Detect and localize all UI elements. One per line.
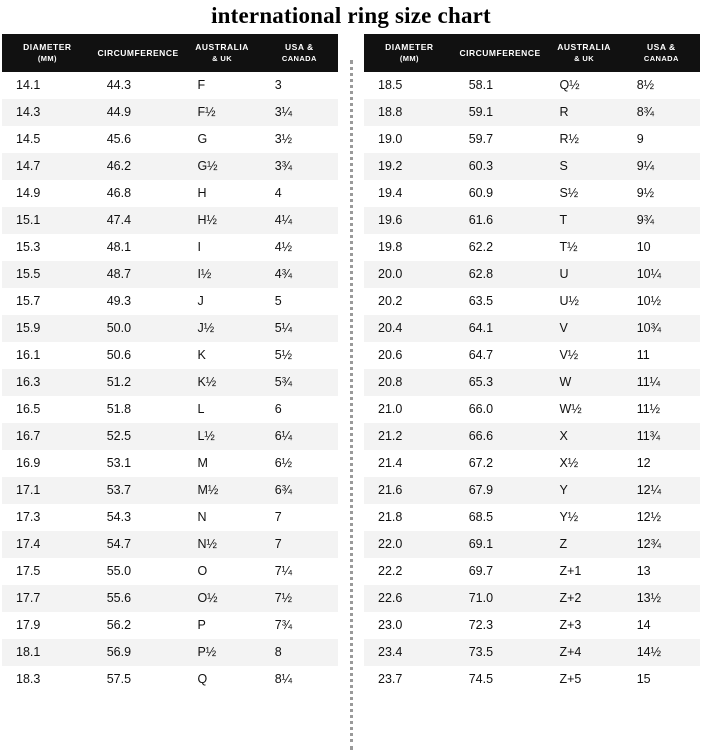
table-row xyxy=(2,126,338,153)
table-cell: G½ xyxy=(197,159,218,173)
table-cell: 21.8 xyxy=(378,510,403,524)
table-row xyxy=(2,639,338,666)
table-cell: R½ xyxy=(559,132,579,146)
table-cell: 64.1 xyxy=(468,321,494,335)
table-cell: 47.4 xyxy=(106,213,132,227)
table-cell: 15.1 xyxy=(16,213,41,227)
vertical-dotted-divider xyxy=(344,34,358,750)
table-cell: 51.2 xyxy=(106,375,132,389)
table-cell: 46.8 xyxy=(106,186,132,200)
table-row xyxy=(364,477,700,504)
table-cell: 62.8 xyxy=(468,267,494,281)
table-cell: L xyxy=(197,402,205,416)
table-cell: 5¾ xyxy=(274,375,293,389)
right-table-head xyxy=(364,34,700,72)
table-cell: 48.1 xyxy=(106,240,132,254)
table-row xyxy=(2,315,338,342)
table-cell: 22.2 xyxy=(378,564,403,578)
table-row xyxy=(364,153,700,180)
table-cell: 10½ xyxy=(636,294,662,308)
table-cell: 12¼ xyxy=(636,483,662,497)
table-cell: 18.5 xyxy=(378,78,403,92)
table-cell: 14.7 xyxy=(16,159,41,173)
table-cell: N½ xyxy=(197,537,217,551)
table-cell: 71.0 xyxy=(468,591,494,605)
table-row xyxy=(2,477,338,504)
table-cell: M½ xyxy=(197,483,219,497)
table-cell: T½ xyxy=(559,240,578,254)
table-cell: 8¾ xyxy=(636,105,655,119)
table-cell: L½ xyxy=(197,429,215,443)
table-row xyxy=(2,99,338,126)
table-cell: J½ xyxy=(197,321,215,335)
table-cell: I xyxy=(197,240,201,254)
table-cell: 60.9 xyxy=(468,186,494,200)
table-cell: 20.4 xyxy=(378,321,403,335)
table-cell: 13½ xyxy=(636,591,662,605)
table-cell: N xyxy=(197,510,207,524)
page-title: international ring size chart xyxy=(211,3,491,28)
table-row xyxy=(2,450,338,477)
table-cell: 54.7 xyxy=(106,537,132,551)
table-cell: 14.9 xyxy=(16,186,41,200)
right-table-wrap xyxy=(364,34,700,693)
table-cell: P½ xyxy=(197,645,217,659)
table-cell: 18.1 xyxy=(16,645,41,659)
column-header-sub: (MM) xyxy=(37,54,57,63)
column-header-diameter xyxy=(2,34,93,72)
table-cell: 55.6 xyxy=(106,591,132,605)
table-row xyxy=(364,72,700,99)
table-row xyxy=(2,612,338,639)
table-row xyxy=(2,234,338,261)
table-cell: 21.2 xyxy=(378,429,403,443)
tables-container xyxy=(0,34,702,750)
table-row xyxy=(2,261,338,288)
table-cell: K½ xyxy=(197,375,217,389)
table-cell: Y xyxy=(559,483,568,497)
table-cell: Z+1 xyxy=(559,564,582,578)
table-row xyxy=(2,288,338,315)
table-cell: 12 xyxy=(636,456,651,470)
table-cell: 15.9 xyxy=(16,321,41,335)
table-cell: 3 xyxy=(274,78,282,92)
header-row xyxy=(2,34,338,72)
table-cell: 67.9 xyxy=(468,483,494,497)
table-cell: 20.8 xyxy=(378,375,403,389)
table-cell: 7½ xyxy=(274,591,293,605)
table-cell: 9¼ xyxy=(636,159,655,173)
table-row xyxy=(364,504,700,531)
table-cell: J xyxy=(197,294,204,308)
table-cell: 44.3 xyxy=(106,78,132,92)
table-cell: 6 xyxy=(274,402,282,416)
table-cell: 8½ xyxy=(636,78,655,92)
column-header-label: AUSTRALIA xyxy=(557,42,611,52)
table-cell: U xyxy=(559,267,569,281)
table-row xyxy=(2,396,338,423)
table-cell: X xyxy=(559,429,568,443)
table-cell: 14.1 xyxy=(16,78,41,92)
table-cell: 49.3 xyxy=(106,294,132,308)
table-row xyxy=(364,288,700,315)
table-cell: Y½ xyxy=(559,510,579,524)
column-header-circumference xyxy=(455,34,546,72)
table-cell: 74.5 xyxy=(468,672,494,686)
column-header-label: AUSTRALIA xyxy=(195,42,249,52)
table-cell: 15.7 xyxy=(16,294,41,308)
table-cell: 4½ xyxy=(274,240,293,254)
table-cell: 11¼ xyxy=(636,375,661,389)
table-cell: M xyxy=(197,456,208,470)
table-cell: R xyxy=(559,105,569,119)
table-cell: 63.5 xyxy=(468,294,494,308)
table-cell: 15.5 xyxy=(16,267,41,281)
column-header-label: DIAMETER xyxy=(385,42,434,52)
table-row xyxy=(2,369,338,396)
table-cell: 19.0 xyxy=(378,132,403,146)
column-header-label: USA & xyxy=(285,42,314,52)
table-row xyxy=(364,180,700,207)
table-cell: 53.1 xyxy=(106,456,132,470)
table-cell: 21.6 xyxy=(378,483,403,497)
table-cell: 22.0 xyxy=(378,537,403,551)
table-cell: P xyxy=(197,618,206,632)
column-header-usa-canada xyxy=(261,34,338,72)
table-cell: F½ xyxy=(197,105,216,119)
table-cell: 52.5 xyxy=(106,429,132,443)
table-row xyxy=(364,531,700,558)
table-cell: 20.2 xyxy=(378,294,403,308)
table-cell: 6½ xyxy=(274,456,293,470)
table-cell: 14½ xyxy=(636,645,662,659)
table-cell: 66.0 xyxy=(468,402,494,416)
table-cell: 73.5 xyxy=(468,645,494,659)
table-cell: 53.7 xyxy=(106,483,132,497)
table-cell: 20.0 xyxy=(378,267,403,281)
left-size-table xyxy=(2,34,338,693)
table-cell: 66.6 xyxy=(468,429,494,443)
table-cell: 18.8 xyxy=(378,105,403,119)
table-cell: 10¾ xyxy=(636,321,662,335)
table-row xyxy=(364,315,700,342)
table-cell: 17.1 xyxy=(16,483,41,497)
table-cell: 5½ xyxy=(274,348,293,362)
table-cell: 21.0 xyxy=(378,402,403,416)
column-header-diameter xyxy=(364,34,455,72)
table-cell: 17.9 xyxy=(16,618,41,632)
table-cell: 15 xyxy=(636,672,651,686)
table-cell: 17.3 xyxy=(16,510,41,524)
table-cell: V xyxy=(559,321,568,335)
table-row xyxy=(364,450,700,477)
table-cell: 50.6 xyxy=(106,348,132,362)
table-cell: 69.1 xyxy=(468,537,494,551)
table-cell: G xyxy=(197,132,208,146)
table-cell: 16.9 xyxy=(16,456,41,470)
column-header-label: CIRCUMFERENCE xyxy=(97,47,179,58)
table-cell: 17.7 xyxy=(16,591,41,605)
table-cell: 48.7 xyxy=(106,267,132,281)
table-cell: 46.2 xyxy=(106,159,132,173)
table-row xyxy=(2,153,338,180)
table-cell: 12¾ xyxy=(636,537,662,551)
header-row xyxy=(364,34,700,72)
table-cell: 16.7 xyxy=(16,429,41,443)
table-cell: K xyxy=(197,348,206,362)
left-table-body xyxy=(2,72,338,693)
table-cell: S½ xyxy=(559,186,579,200)
table-cell: 23.0 xyxy=(378,618,403,632)
table-cell: 72.3 xyxy=(468,618,494,632)
table-cell: 59.7 xyxy=(468,132,494,146)
table-row xyxy=(2,531,338,558)
table-cell: F xyxy=(197,78,206,92)
table-cell: Z+3 xyxy=(559,618,582,632)
table-cell: 11½ xyxy=(636,402,661,416)
left-table-head xyxy=(2,34,338,72)
column-header-label: USA & xyxy=(647,42,676,52)
table-cell: 5¼ xyxy=(274,321,293,335)
table-cell: 14.3 xyxy=(16,105,41,119)
table-cell: Q xyxy=(197,672,208,686)
column-header-sub: CANADA xyxy=(643,54,679,63)
table-cell: 14 xyxy=(636,618,651,632)
column-header-australia-uk xyxy=(545,34,622,72)
table-row xyxy=(364,207,700,234)
table-cell: T xyxy=(559,213,568,227)
table-cell: 17.4 xyxy=(16,537,41,551)
table-cell: 15.3 xyxy=(16,240,41,254)
table-cell: 69.7 xyxy=(468,564,494,578)
table-row xyxy=(2,558,338,585)
column-header-australia-uk xyxy=(183,34,260,72)
left-table-wrap xyxy=(2,34,338,693)
table-cell: 68.5 xyxy=(468,510,494,524)
table-row xyxy=(364,585,700,612)
table-cell: 7¾ xyxy=(274,618,293,632)
column-header-usa-canada xyxy=(623,34,700,72)
table-cell: 62.2 xyxy=(468,240,494,254)
table-cell: 51.8 xyxy=(106,402,132,416)
table-cell: 16.5 xyxy=(16,402,41,416)
column-header-circumference xyxy=(93,34,184,72)
table-row xyxy=(364,369,700,396)
table-cell: 19.4 xyxy=(378,186,403,200)
table-cell: 55.0 xyxy=(106,564,132,578)
table-cell: W½ xyxy=(559,402,582,416)
table-cell: 19.2 xyxy=(378,159,403,173)
table-cell: 4 xyxy=(274,186,282,200)
table-cell: 59.1 xyxy=(468,105,494,119)
table-cell: Z xyxy=(559,537,568,551)
table-cell: 6¾ xyxy=(274,483,293,497)
divider-dots xyxy=(350,60,353,750)
table-cell: 12½ xyxy=(636,510,662,524)
table-cell: O½ xyxy=(197,591,218,605)
table-row xyxy=(364,666,700,693)
table-cell: 11¾ xyxy=(636,429,661,443)
table-cell: 8¼ xyxy=(274,672,293,686)
table-row xyxy=(364,639,700,666)
table-cell: X½ xyxy=(559,456,579,470)
table-cell: 44.9 xyxy=(106,105,132,119)
table-cell: W xyxy=(559,375,572,389)
table-cell: 60.3 xyxy=(468,159,494,173)
column-header-label: DIAMETER xyxy=(23,42,72,52)
table-cell: 61.6 xyxy=(468,213,494,227)
table-row xyxy=(2,207,338,234)
table-cell: 9 xyxy=(636,132,644,146)
table-row xyxy=(364,261,700,288)
table-cell: 50.0 xyxy=(106,321,132,335)
table-cell: 21.4 xyxy=(378,456,403,470)
table-row xyxy=(2,504,338,531)
table-cell: 3¾ xyxy=(274,159,293,173)
column-header-sub: & UK xyxy=(574,54,595,63)
table-cell: 5 xyxy=(274,294,282,308)
column-header-sub: & UK xyxy=(212,54,233,63)
table-cell: Z+2 xyxy=(559,591,582,605)
table-cell: 22.6 xyxy=(378,591,403,605)
table-row xyxy=(364,342,700,369)
table-cell: 56.9 xyxy=(106,645,132,659)
column-header-sub: (MM) xyxy=(399,54,419,63)
table-cell: 6¼ xyxy=(274,429,293,443)
table-cell: 13 xyxy=(636,564,651,578)
table-row xyxy=(364,126,700,153)
table-cell: 64.7 xyxy=(468,348,494,362)
table-cell: 16.1 xyxy=(16,348,41,362)
table-row xyxy=(364,99,700,126)
table-cell: 16.3 xyxy=(16,375,41,389)
table-cell: 4¾ xyxy=(274,267,293,281)
table-cell: 54.3 xyxy=(106,510,132,524)
table-cell: Z+4 xyxy=(559,645,582,659)
table-cell: 10 xyxy=(636,240,651,254)
table-cell: 65.3 xyxy=(468,375,494,389)
table-cell: H xyxy=(197,186,207,200)
right-size-table xyxy=(364,34,700,693)
table-cell: S xyxy=(559,159,568,173)
table-cell: Q½ xyxy=(559,78,580,92)
table-cell: 4¼ xyxy=(274,213,293,227)
table-cell: 57.5 xyxy=(106,672,132,686)
table-cell: 10¼ xyxy=(636,267,662,281)
table-cell: 19.8 xyxy=(378,240,403,254)
table-cell: 11 xyxy=(636,348,650,362)
table-cell: 7¼ xyxy=(274,564,293,578)
table-cell: 3¼ xyxy=(274,105,293,119)
table-row xyxy=(2,423,338,450)
table-row xyxy=(364,612,700,639)
right-table-body xyxy=(364,72,700,693)
column-header-label: CIRCUMFERENCE xyxy=(459,47,541,58)
column-header-sub: CANADA xyxy=(281,54,317,63)
table-cell: 7 xyxy=(274,537,282,551)
table-row xyxy=(364,558,700,585)
table-cell: 45.6 xyxy=(106,132,132,146)
table-cell: 3½ xyxy=(274,132,293,146)
table-cell: 7 xyxy=(274,510,282,524)
table-row xyxy=(364,423,700,450)
table-cell: 23.7 xyxy=(378,672,403,686)
table-cell: U½ xyxy=(559,294,579,308)
table-row xyxy=(2,180,338,207)
table-row xyxy=(2,72,338,99)
table-cell: 14.5 xyxy=(16,132,41,146)
table-cell: 9½ xyxy=(636,186,655,200)
table-cell: 17.5 xyxy=(16,564,41,578)
table-cell: 9¾ xyxy=(636,213,655,227)
table-cell: 56.2 xyxy=(106,618,132,632)
table-cell: 18.3 xyxy=(16,672,41,686)
table-cell: O xyxy=(197,564,208,578)
table-cell: 8 xyxy=(274,645,282,659)
table-cell: 23.4 xyxy=(378,645,403,659)
table-row xyxy=(364,396,700,423)
table-row xyxy=(2,342,338,369)
table-cell: 58.1 xyxy=(468,78,494,92)
table-cell: 67.2 xyxy=(468,456,494,470)
table-row xyxy=(2,666,338,693)
table-cell: 20.6 xyxy=(378,348,403,362)
table-row xyxy=(364,234,700,261)
table-cell: Z+5 xyxy=(559,672,582,686)
table-cell: V½ xyxy=(559,348,579,362)
table-cell: I½ xyxy=(197,267,212,281)
table-cell: 19.6 xyxy=(378,213,403,227)
table-row xyxy=(2,585,338,612)
table-cell: H½ xyxy=(197,213,217,227)
